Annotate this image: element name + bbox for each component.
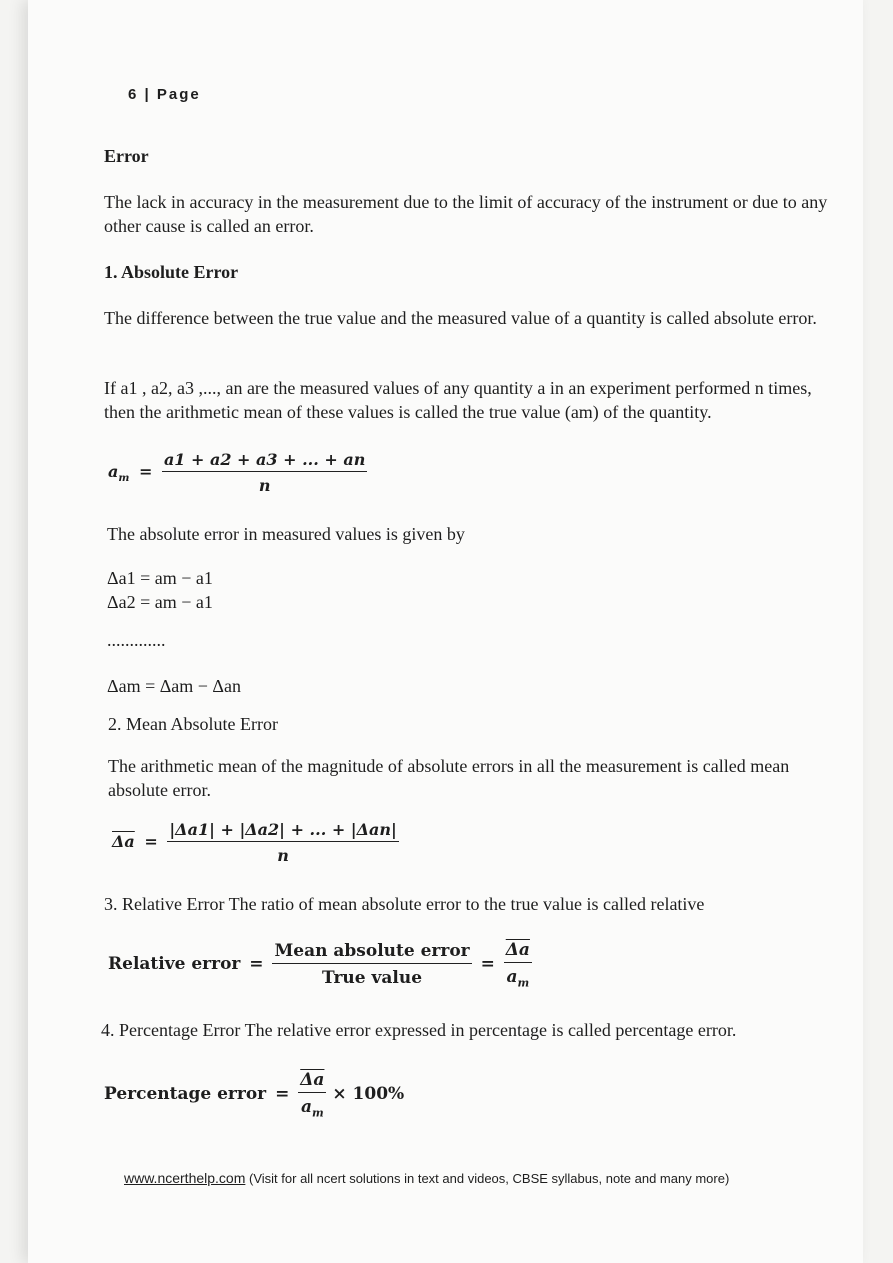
footer [124, 1170, 729, 1186]
mean-abs-title: 2. Mean Absolute Error [108, 714, 278, 734]
mean-formula-lhs: a [108, 462, 119, 481]
mean-abs-denominator: n [277, 846, 289, 865]
document-page [28, 0, 863, 1263]
relative-formula-denominator: True value [322, 968, 423, 989]
footer-note: (Visit for all ncert solutions in text and videos, CBSE syllabus, note and many more) [249, 1171, 730, 1186]
relative-formula-numerator: Mean absolute error [272, 941, 471, 964]
mean-value-paragraph: If a1 , a2, a3 ,..., an are the measured values of any quantity a in an experiment performed n times, then the arithmetic mean of these values is called the true value (am) of the quantity. [104, 378, 812, 422]
percentage-error-text: 4. Percentage Error The relative error expressed in percentage is called percentage error. [101, 1020, 737, 1040]
mean-formula: $a_m$ = $\frac{a1 + a2 + a3 + ... + an}{n}$ [108, 450, 366, 495]
footer-link[interactable]: www.ncerthelp.com [124, 1170, 246, 1186]
absolute-error-definition: The difference between the true value and the measured value of a quantity is called absolute error. [104, 308, 817, 328]
mean-formula-numerator: a1 + a2 + a3 + ... + an [162, 450, 367, 472]
relative-error-formula: Relative error = $\frac{\text{Mean absolute error}}{\text{True value}}$ = $\frac{\overline{\Delta a}}{a_m}$ [108, 940, 530, 990]
relative-error-text: 3. Relative Error The ratio of mean absolute error to the true value is called relative [104, 894, 705, 914]
page-number: 6 | Page [128, 86, 201, 103]
mean-abs-formula: $\overline{\Delta a}$ = $\frac{\text{|Δa1| + |Δa2| + ... + |Δan|}}{n}$ [112, 820, 397, 865]
abs-eq-1: Δa1 = am − a1 [107, 568, 213, 588]
mean-abs-definition: The arithmetic mean of the magnitude of absolute errors in all the measurement is called mean absolute error. [108, 756, 790, 800]
percentage-error-formula: Percentage error = $\frac{\overline{\Delta a}}{a_m}$ × 100% [104, 1070, 405, 1120]
mean-abs-numerator: |Δa1| + |Δa2| + ... + |Δan| [167, 820, 399, 842]
absolute-error-title: 1. Absolute Error [104, 262, 239, 282]
abs-eq-3: Δam = Δam − Δan [107, 676, 241, 696]
relative-formula-label: Relative error [108, 954, 241, 975]
absolute-given-by: The absolute error in measured values is given by [107, 524, 465, 544]
intro-paragraph: The lack in accuracy in the measurement due to the limit of accuracy of the instrument or due to any other cause is called an error. [104, 192, 828, 236]
section-title: Error [104, 146, 149, 166]
mean-formula-denominator: n [258, 476, 271, 495]
percentage-formula-label: Percentage error [104, 1084, 267, 1105]
abs-eq-2: Δa2 = am − a1 [107, 592, 213, 612]
abs-dots: ............. [107, 630, 166, 650]
percentage-formula-tail: × 100% [332, 1084, 405, 1105]
